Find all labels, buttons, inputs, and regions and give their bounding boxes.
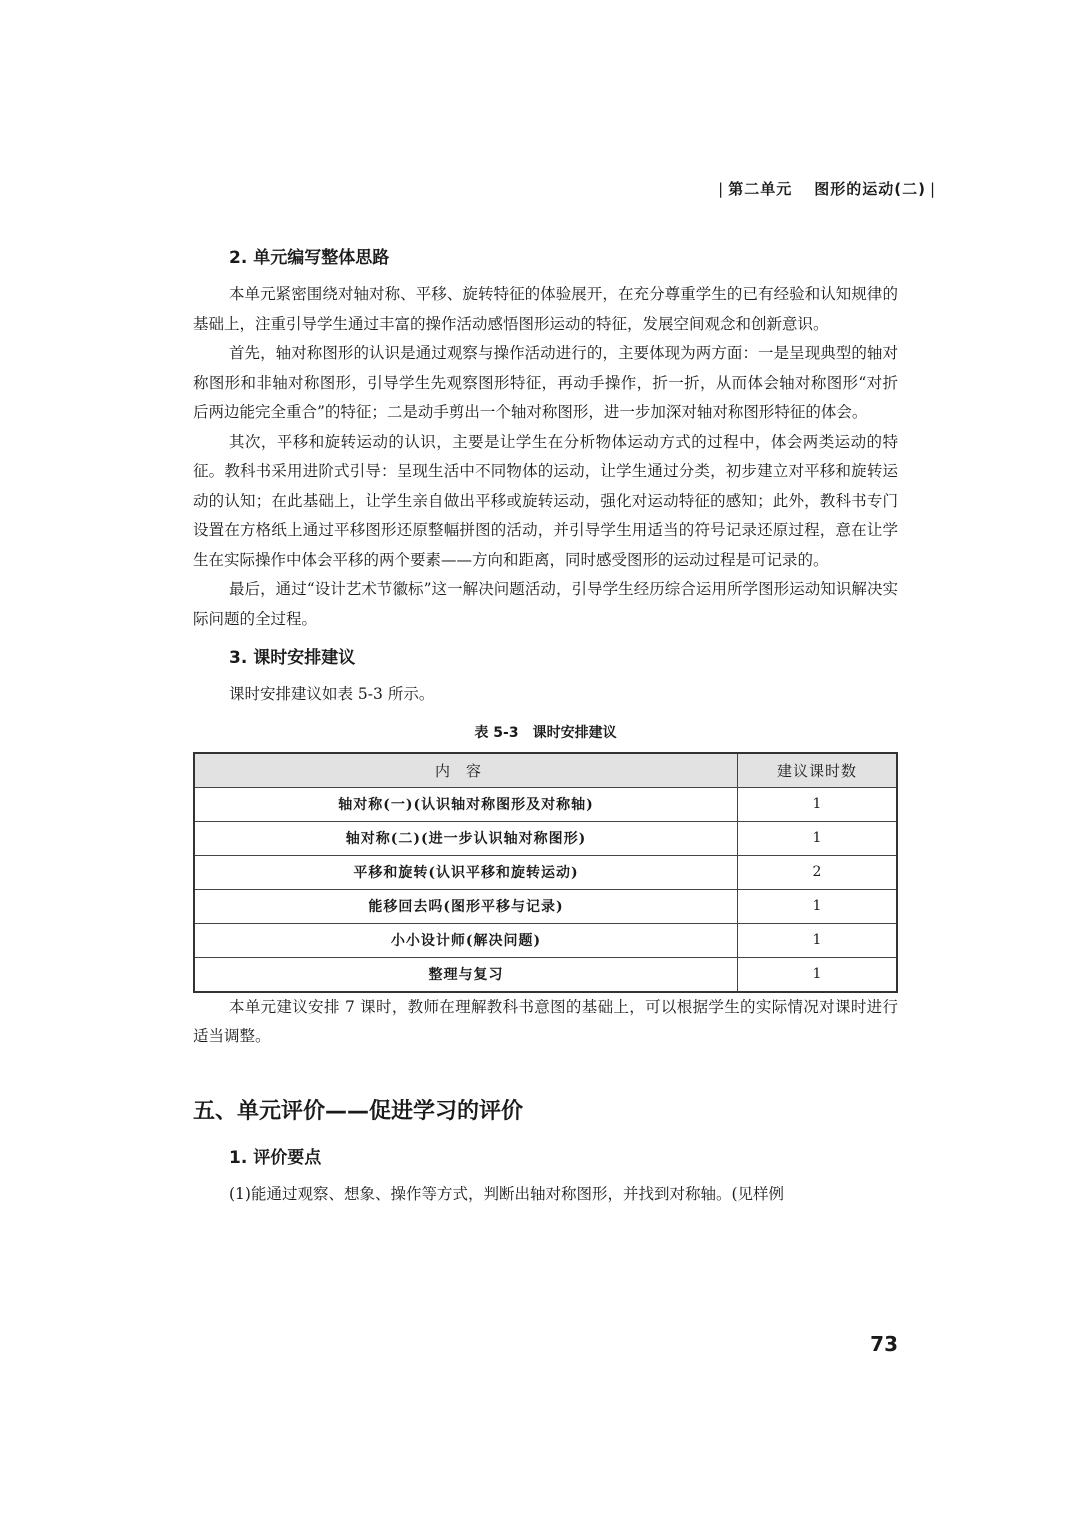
table-cell-content: 平移和旋转(认识平移和旋转运动)	[194, 855, 738, 889]
table-row	[194, 821, 897, 855]
schedule-table	[193, 752, 898, 993]
table-header-hours: 建议课时数	[738, 753, 898, 788]
section-2-paragraph-1: 本单元紧密围绕对轴对称、平移、旋转特征的体验展开，在充分尊重学生的已有经验和认知规律的基础上，注重引导学生通过丰富的操作活动感悟图形运动的特征，发展空间观念和创新意识。	[193, 285, 898, 333]
section-2-paragraph-4: 最后，通过“设计艺术节徽标”这一解决问题活动，引导学生经历综合运用所学图形运动知识解决实际问题的全过程。	[193, 580, 898, 628]
section-3-after-table: 本单元建议安排 7 课时，教师在理解教科书意图的基础上，可以根据学生的实际情况对课时进行适当调整。	[193, 997, 898, 1045]
table-cell-content: 整理与复习	[194, 957, 738, 992]
table-cell-hours: 1	[738, 923, 898, 957]
table-cell-content: 能移回去吗(图形平移与记录)	[194, 889, 738, 923]
section-3-heading: 3. 课时安排建议	[229, 648, 356, 668]
section-2-paragraph-2: 首先，轴对称图形的认识是通过观察与操作活动进行的，主要体现为两方面：一是呈现典型的轴对称图形和非轴对称图形，引导学生先观察图形特征，再动手操作，折一折，从而体会轴对称图形“对折后两边能完全重合”的特征；二是动手剪出一个轴对称图形，进一步加深对轴对称图形特征的体会。	[193, 344, 898, 421]
header-divider-right: |	[929, 180, 936, 198]
section-5-subheading: 1. 评价要点	[229, 1147, 322, 1168]
table-cell-content: 轴对称(一)(认识轴对称图形及对称轴)	[194, 787, 738, 821]
table-row	[194, 889, 897, 923]
table-row	[194, 957, 897, 992]
table-row	[194, 787, 897, 821]
running-header	[640, 178, 940, 199]
table-header-content: 内容	[194, 753, 738, 788]
table-caption: 表 5-3 课时安排建议	[474, 724, 617, 741]
table-cell-hours: 1	[738, 787, 898, 821]
section-5-heading: 五、单元评价——促进学习的评价	[193, 1098, 524, 1124]
header-divider-left: |	[718, 180, 725, 198]
section-5-point-1: (1)能通过观察、想象、操作等方式，判断出轴对称图形，并找到对称轴。(见样例	[229, 1184, 785, 1203]
page-number: 73	[870, 1332, 898, 1356]
page-content	[193, 244, 898, 1209]
table-cell-hours: 1	[738, 957, 898, 992]
header-unit: 第二单元	[728, 180, 793, 198]
table-row	[194, 923, 897, 957]
section-3-intro: 课时安排建议如表 5-3 所示。	[229, 685, 435, 703]
table-row	[194, 855, 897, 889]
table-cell-content: 轴对称(二)(进一步认识轴对称图形)	[194, 821, 738, 855]
section-2-heading: 2. 单元编写整体思路	[229, 248, 390, 268]
header-title: 图形的运动(二)	[814, 180, 926, 198]
table-header-row	[194, 753, 897, 788]
table-cell-hours: 1	[738, 821, 898, 855]
table-cell-hours: 2	[738, 855, 898, 889]
table-cell-hours: 1	[738, 889, 898, 923]
table-cell-content: 小小设计师(解决问题)	[194, 923, 738, 957]
section-2-paragraph-3: 其次，平移和旋转运动的认识，主要是让学生在分析物体运动方式的过程中，体会两类运动的特征。教科书采用进阶式引导：呈现生活中不同物体的运动，让学生通过分类，初步建立对平移和旋转运动的认知；在此基础上，让学生亲自做出平移或旋转运动，强化对运动特征的感知；此外，教科书专门设置在方格纸上通过平移图形还原整幅拼图的活动，并引导学生用适当的符号记录还原过程，意在让学生在实际操作中体会平移的两个要素——方向和距离，同时感受图形的运动过程是可记录的。	[193, 432, 898, 569]
